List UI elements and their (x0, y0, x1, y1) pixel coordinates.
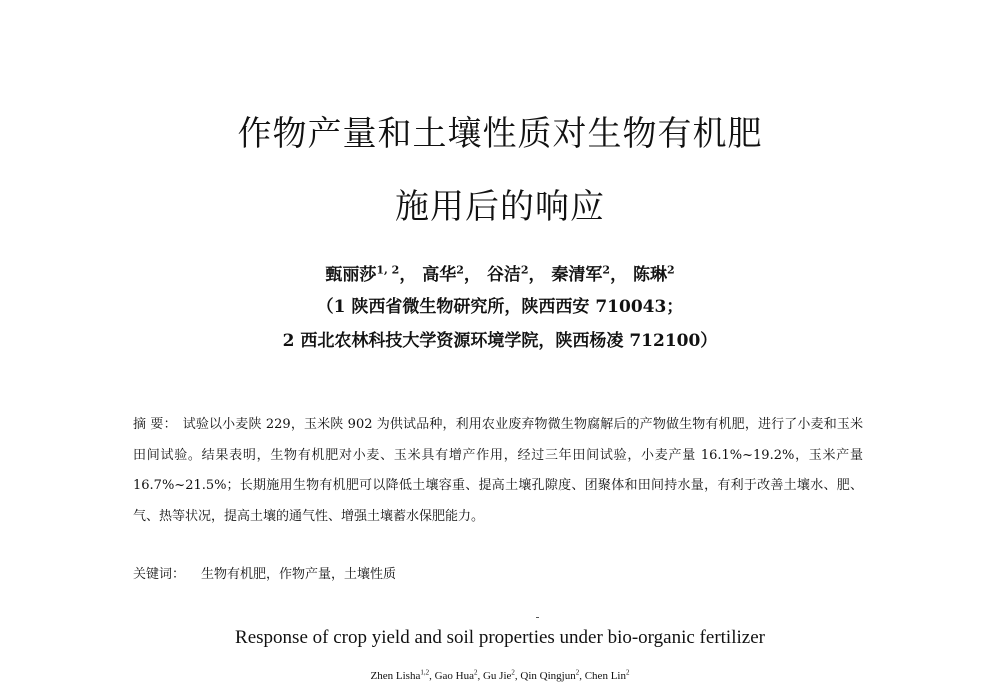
keywords (133, 565, 396, 585)
english-author: Gu Jie$^2$, (482, 668, 521, 682)
abstract (133, 410, 863, 532)
english-author: Chen Lin$^2$ (584, 668, 630, 682)
author: 谷洁$^2$， (486, 263, 546, 285)
keywords-label: 关键词： (133, 567, 186, 582)
abstract-text: 试验以小麦陕 229，玉米陕 902 为供试品种，利用农业废弃物微生物腐解后的产物做生物有机肥，进行了小麦和玉米田间试验。结果表明，生物有机肥对小麦、玉米具有增产作用，经过三年田间试验，小麦产量 16.1%~19.2%，玉米产量 16.7%~21.5%；长期施用生物有机肥可以降低土壤容重、提高土壤孔隙度、团聚体和田间持水量，有利于改善土壤水、肥、气、热等状况，提高土壤的通气性、增强土壤蓄水保肥能力。 (133, 417, 863, 524)
author: 陈琳$^2$ (632, 263, 675, 285)
english-author: Qin Qingjun$^2$, (520, 668, 585, 682)
title-line-1: 作物产量和土壤性质对生物有机肥 (237, 114, 763, 154)
author: 秦清军$^2$， (551, 263, 628, 285)
author: 高华$^2$， (422, 263, 481, 285)
affiliation-line-1: （1 陕西省微生物研究所，陕西西安 710043； (316, 297, 684, 317)
english-author: Gao Hua$^2$, (434, 668, 483, 682)
author-list (0, 258, 1000, 287)
english-title: Response of crop yield and soil properties under bio-organic fertilizer (235, 627, 765, 648)
author: 甄丽莎$^{1, 2}$， (325, 263, 417, 285)
scan-speck (536, 617, 539, 618)
affiliation-line-2: 2 西北农林科技大学资源环境学院，陕西杨凌 712100） (282, 331, 718, 351)
title-line-2: 施用后的响应 (395, 187, 605, 227)
keywords-text: 生物有机肥，作物产量，土壤性质 (201, 567, 397, 582)
english-author-list (0, 664, 1000, 684)
abstract-label: 摘 要： (133, 417, 177, 432)
english-author: Zhen Lisha$^{1,2}$, (370, 668, 435, 682)
